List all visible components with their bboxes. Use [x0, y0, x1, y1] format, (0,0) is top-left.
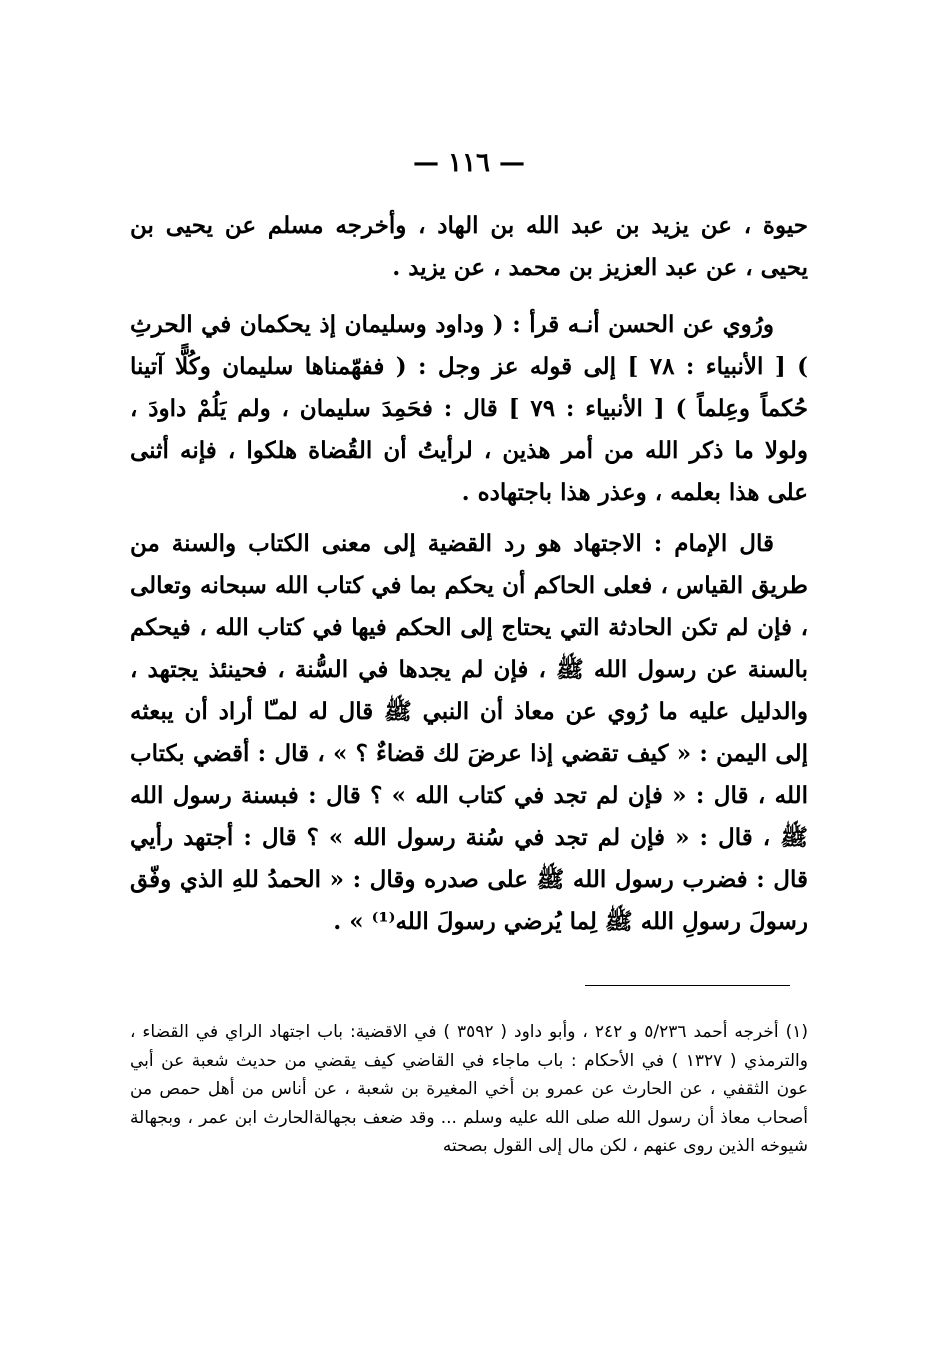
paragraph-hasan-narration: [130, 304, 808, 514]
footnote-divider: [585, 985, 790, 986]
paragraph-text: ورُوي عن الحسن أنـه قرأ : ( وداود وسليمان إذ يحكمان في الحرثِ ) [ الأنبياء : ٧٨ ] إلى قوله عز وجل : ( ففهّمناها سليمان وكُلًّا آتينا حُكماً وعِلماً ) [ الأنبياء : ٧٩ ] قال : فحَمِدَ سليمان ، ولم يَلُمْ داودَ ، ولولا ما ذكر الله من أمر هذين ، لرأيتُ أن القُضاة هلكوا ، فإنه أثنى على هذا بعلمه ، وعذر هذا باجتهاده .: [130, 311, 808, 506]
paragraph-hadith-chain: [130, 205, 808, 289]
footnote-text: (١) أخرجه أحمد ٥/٢٣٦ و ٢٤٢ ، وأبو داود ( ٣٥٩٢ ) في الاقضية: باب اجتهاد الراي في القضاء ، والترمذي ( ١٣٢٧ ) في الأحكام : باب ماجاء في القاضي كيف يقضي من حديث شعبة عن أبي عون الثقفي ، عن الحارث عن عمرو بن أخي المغيرة بن شعبة ، عن أناس من أهل حمص من أصحاب معاذ أن رسول الله صلى الله عليه وسلم ... وقد ضعف بجهالةالحارث ابن عمر ، وبجهالة شيوخه الذين روى عنهم ، لكن مال إلى القول بصحته: [130, 1022, 808, 1156]
page-number: — ١١٦ —: [412, 148, 526, 178]
footnote: [130, 1018, 808, 1161]
paragraph-ijtihad-definition: [130, 523, 808, 943]
paragraph-text: قال الإمام : الاجتهاد هو رد القضية إلى معنى الكتاب والسنة من طريق القياس ، فعلى الحاكم أن يحكم بما في كتاب الله سبحانه وتعالى ، فإن لم تكن الحادثة التي يحتاج إلى الحكم فيها في كتاب الله ، فيحكم بالسنة عن رسول الله ﷺ ، فإن لم يجدها في السُّنة ، فحينئذ يجتهد ، والدليل عليه ما رُوي عن معاذ أن النبي ﷺ قال له لمـّا أراد أن يبعثه إلى اليمن : « كيف تقضي إذا عرضَ لك قضاءٌ ؟ » ، قال : أقضي بكتاب الله ، قال : « فإن لم تجد في كتاب الله » ؟ قال : فبسنة رسول الله ﷺ ، قال : « فإن لم تجد في سُنة رسول الله » ؟ قال : أجتهد رأيي قال : فضرب رسول الله ﷺ على صدره وقال : « الحمدُ للهِ الذي وفّق رسولَ رسولِ الله ﷺ لِما يُرضي رسولَ الله⁽¹⁾ » .: [130, 530, 808, 935]
paragraph-text: حيوة ، عن يزيد بن عبد الله بن الهاد ، وأخرجه مسلم عن يحيى بن يحيى ، عن عبد العزيز بن محمد ، عن يزيد .: [130, 212, 808, 281]
